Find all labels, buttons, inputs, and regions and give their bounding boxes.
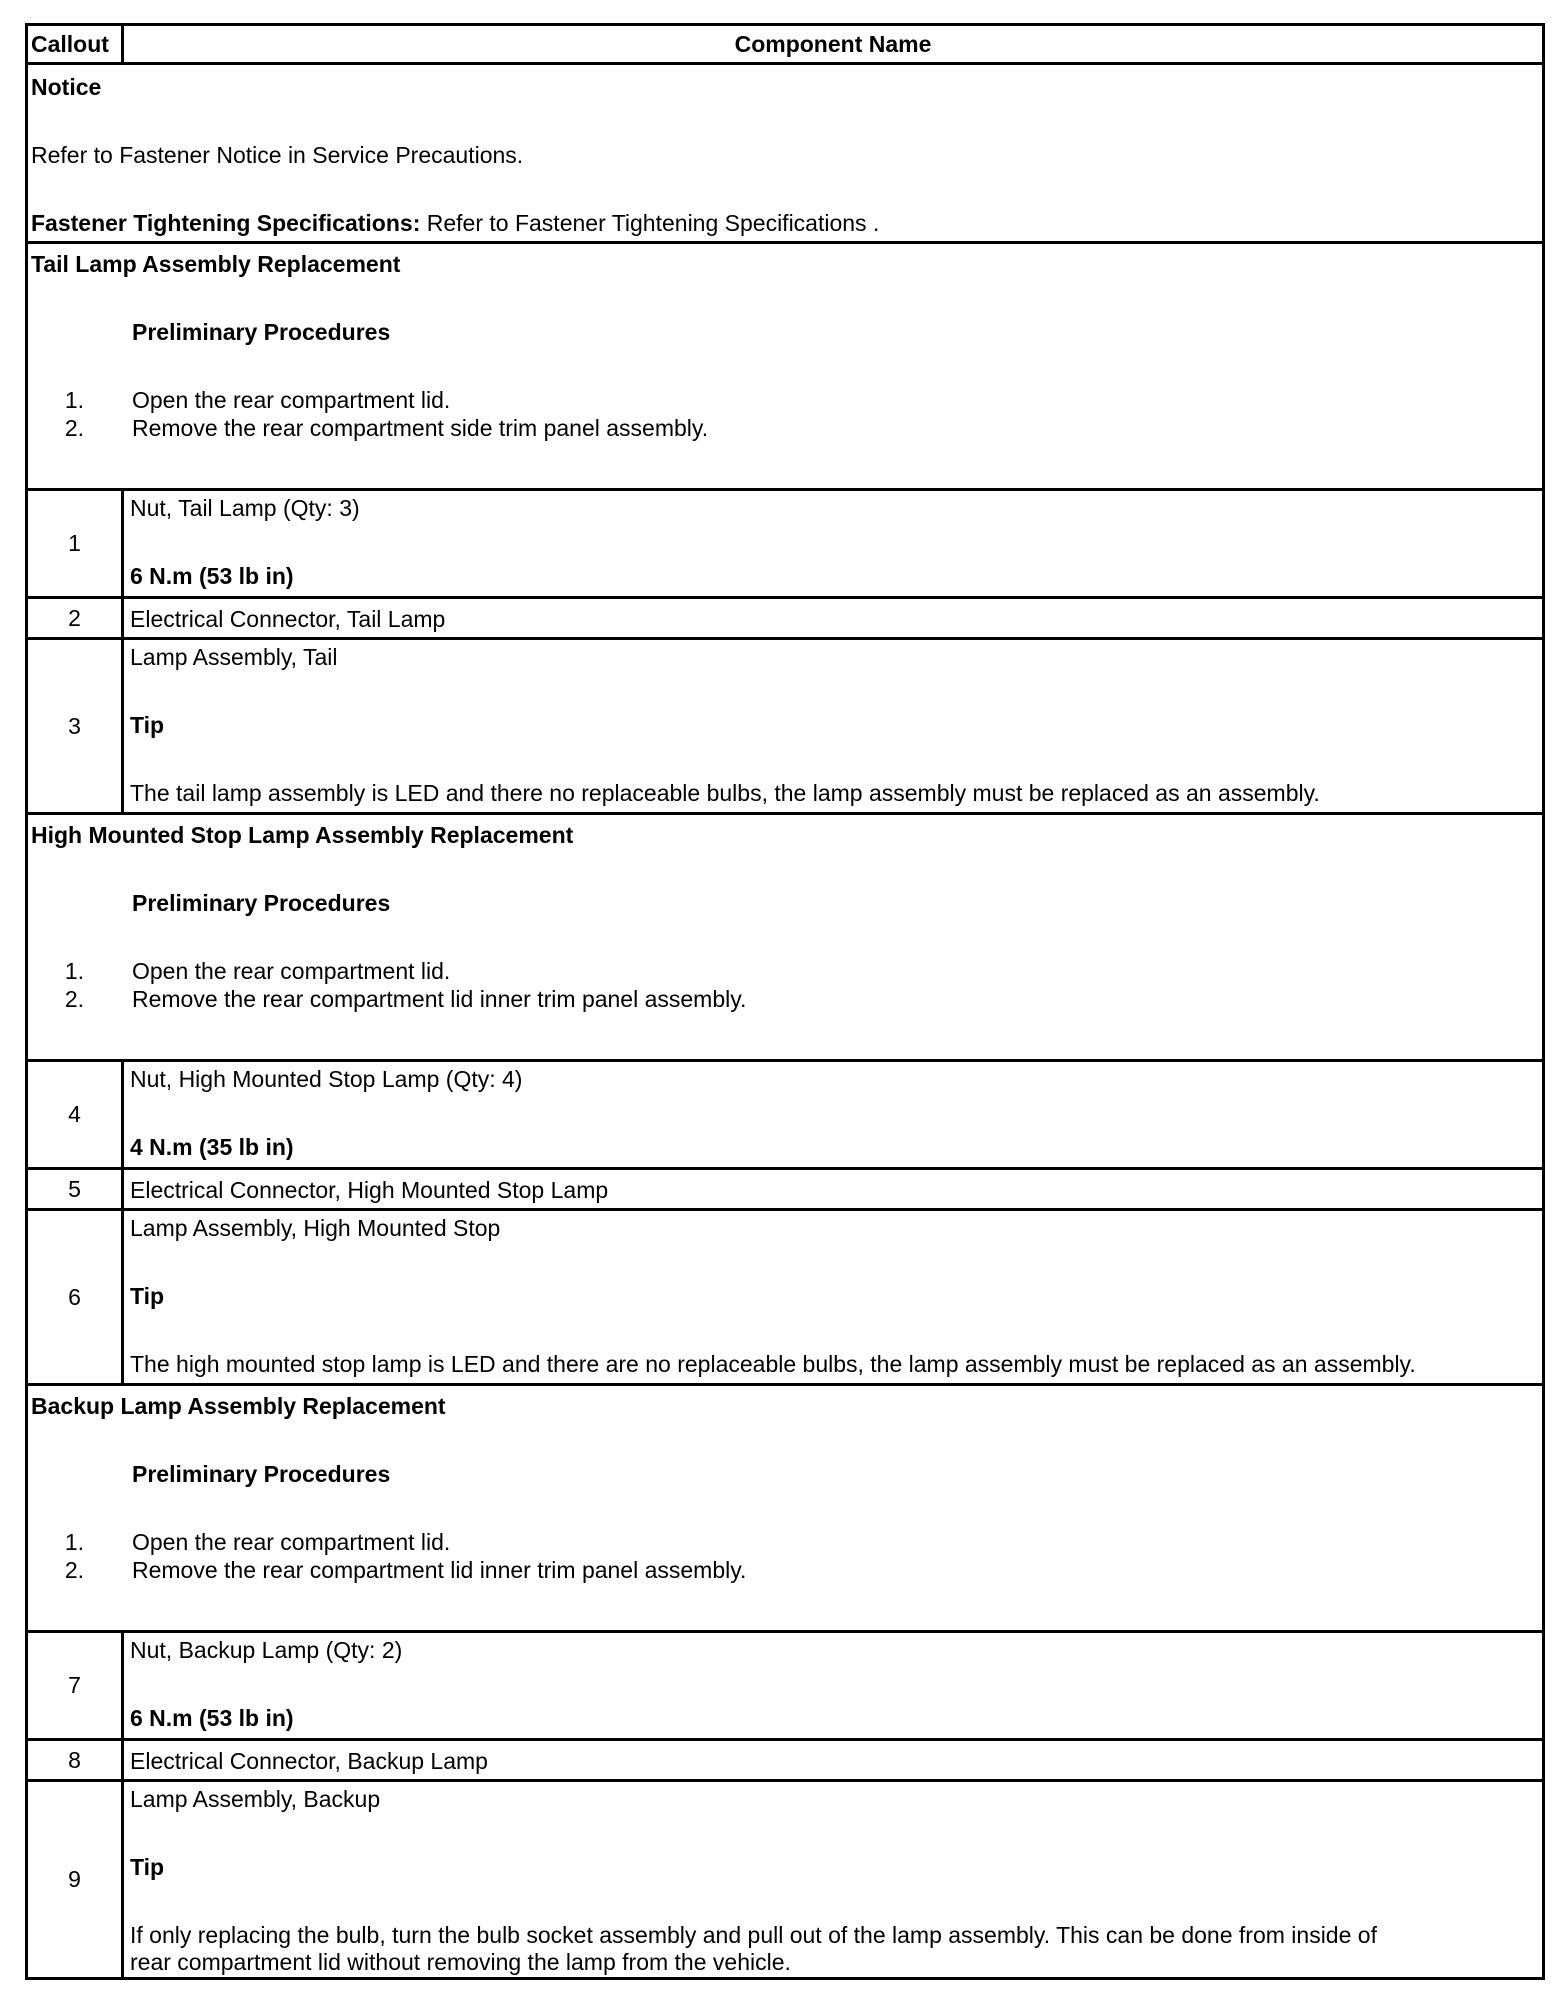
component-cell [124, 1633, 1542, 1738]
tip-text: The high mounted stop lamp is LED and there are no replaceable bulbs, the lamp assembly must be replaced as an assembly. [130, 1351, 1416, 1377]
component-name: Lamp Assembly, Backup [130, 1786, 381, 1812]
torque-spec: 4 N.m (35 lb in) [130, 1134, 294, 1160]
component-name: Lamp Assembly, Tail [130, 644, 338, 670]
callout-header: Callout [28, 26, 124, 62]
torque-spec: 6 N.m (53 lb in) [130, 1705, 294, 1731]
tip-label: Tip [130, 1854, 165, 1880]
step-number: 1. [64, 1529, 84, 1555]
table-row [25, 1630, 1545, 1741]
callout-cell: 3 [28, 640, 124, 812]
section-header [25, 1383, 1545, 1633]
callout-cell: 9 [28, 1782, 124, 1977]
notice-title: Notice [31, 74, 102, 100]
table-row [25, 1779, 1545, 1980]
step-text: Open the rear compartment lid. [132, 387, 451, 413]
component-name: Nut, Backup Lamp (Qty: 2) [130, 1637, 403, 1663]
section-title: Tail Lamp Assembly Replacement [31, 251, 401, 277]
section-title: Backup Lamp Assembly Replacement [31, 1393, 446, 1419]
component-name: Lamp Assembly, High Mounted Stop [130, 1215, 501, 1241]
table-row [25, 1167, 1545, 1211]
callout-cell: 6 [28, 1211, 124, 1383]
callout-cell: 4 [28, 1062, 124, 1167]
step-text: Remove the rear compartment lid inner trim panel assembly. [132, 986, 747, 1012]
component-name: Nut, High Mounted Stop Lamp (Qty: 4) [130, 1066, 523, 1092]
callout-cell: 7 [28, 1633, 124, 1738]
step-number: 1. [64, 958, 84, 984]
callout-cell: 1 [28, 491, 124, 596]
tip-label: Tip [130, 1283, 165, 1309]
section-title: High Mounted Stop Lamp Assembly Replacement [31, 822, 574, 848]
table-row [25, 488, 1545, 599]
component-cell [124, 1211, 1542, 1383]
component-name: Nut, Tail Lamp (Qty: 3) [130, 495, 360, 521]
step-text: Remove the rear compartment side trim panel assembly. [132, 415, 709, 441]
component-cell [124, 599, 1542, 637]
fastener-spec-line [31, 209, 879, 237]
table-row [25, 596, 1545, 640]
component-name-header: Component Name [734, 30, 932, 57]
step-number: 1. [64, 387, 84, 413]
tip-text: If only replacing the bulb, turn the bulb socket assembly and pull out of the lamp assembly. This can be done from inside of [130, 1922, 1377, 1948]
step-text: Open the rear compartment lid. [132, 1529, 451, 1555]
section-header [25, 812, 1545, 1062]
component-cell [124, 1741, 1542, 1779]
preliminary-procedures-heading: Preliminary Procedures [132, 319, 391, 345]
callout-cell: 5 [28, 1170, 124, 1208]
component-cell [124, 491, 1542, 596]
table-row [25, 1208, 1545, 1386]
component-name: Electrical Connector, High Mounted Stop Lamp [130, 1177, 609, 1203]
table-header [25, 23, 1545, 65]
notice-row [25, 62, 1545, 244]
component-cell [124, 1170, 1542, 1208]
table-row [25, 1738, 1545, 1782]
step-number: 2. [64, 1557, 84, 1583]
tip-text: The tail lamp assembly is LED and there no replaceable bulbs, the lamp assembly must be replaced as an assembly. [130, 780, 1320, 806]
section-header [25, 241, 1545, 491]
table-row [25, 1059, 1545, 1170]
tip-label: Tip [130, 712, 165, 738]
preliminary-procedures-heading: Preliminary Procedures [132, 1461, 391, 1487]
torque-spec: 6 N.m (53 lb in) [130, 563, 294, 589]
step-number: 2. [64, 986, 84, 1012]
component-name: Electrical Connector, Tail Lamp [130, 606, 446, 632]
notice-text: Refer to Fastener Notice in Service Precautions. [31, 142, 524, 168]
step-number: 2. [64, 415, 84, 441]
component-table [25, 23, 1545, 1980]
tip-text-continued: rear compartment lid without removing the lamp from the vehicle. [130, 1949, 791, 1975]
component-name: Electrical Connector, Backup Lamp [130, 1748, 488, 1774]
component-cell [124, 1782, 1542, 1977]
fastener-spec-text: Refer to Fastener Tightening Specifications . [420, 210, 880, 236]
callout-cell: 8 [28, 1741, 124, 1779]
callout-cell: 2 [28, 599, 124, 637]
table-row [25, 637, 1545, 815]
component-cell [124, 640, 1542, 812]
preliminary-procedures-heading: Preliminary Procedures [132, 890, 391, 916]
step-text: Remove the rear compartment lid inner trim panel assembly. [132, 1557, 747, 1583]
component-cell [124, 1062, 1542, 1167]
step-text: Open the rear compartment lid. [132, 958, 451, 984]
fastener-spec-label: Fastener Tightening Specifications: [31, 210, 421, 236]
